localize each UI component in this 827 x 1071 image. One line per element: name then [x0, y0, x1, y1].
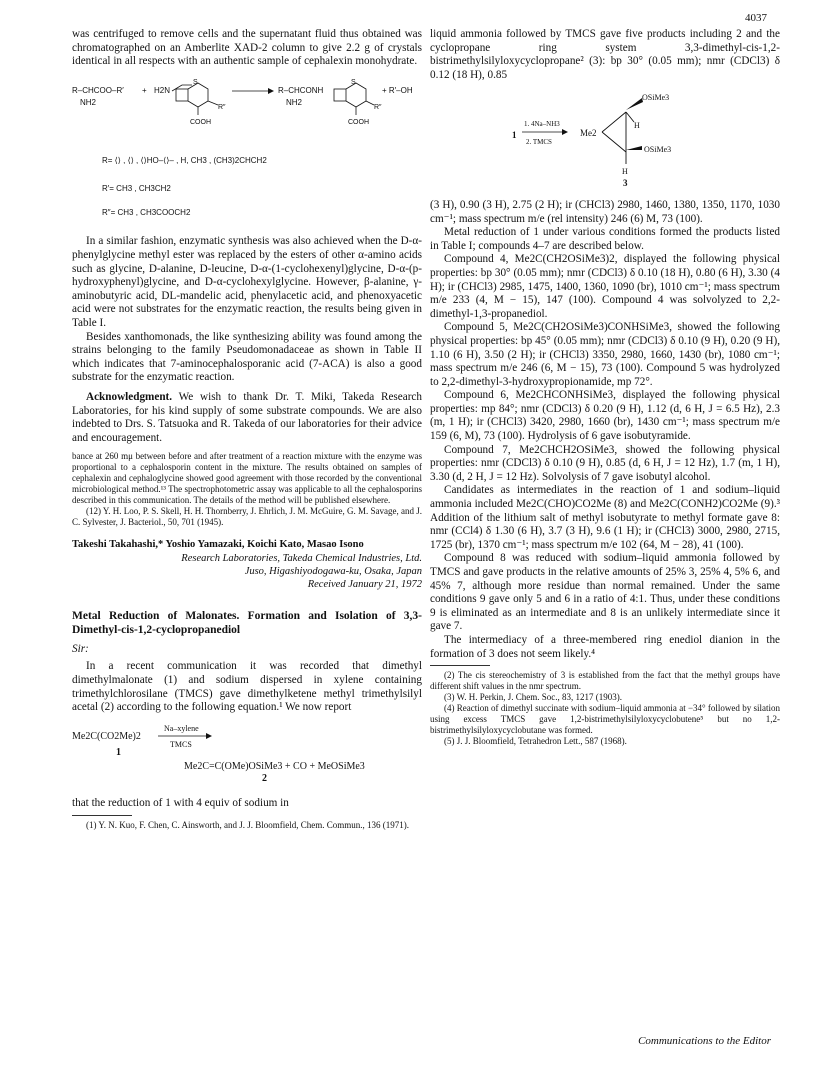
- footnote-a: bance at 260 mμ between before and after treatment of a reaction mixture with the enzyme was proportional to a cephalosporin content in the mixture. The results obtained on samples of cephalexin and cephaloglycine showed good agreement with those recorded by the conventional microbiological method.¹³ The spectrophotometric assay was applicable to all the cephalosporins described in this communication. The details of the method will be published elsewhere.: [72, 451, 422, 506]
- eq1-arrow-head: [206, 733, 212, 739]
- footnote-rule-left: [72, 815, 132, 816]
- scheme2-arrow-head: [562, 129, 568, 135]
- right-para-2: (3 H), 0.90 (3 H), 2.75 (2 H); ir (CHCl3) 2980, 1460, 1380, 1350, 1170, 1030 cm⁻¹; mass spectrum m/e (rel intensity) 246 (6) M, 73 (100).: [430, 198, 780, 225]
- reaction-scheme-svg: [72, 75, 422, 225]
- equation-1: [72, 721, 422, 792]
- r2-label-1: R″: [218, 103, 226, 111]
- arrow-head: [268, 88, 274, 94]
- eq1-right-num: 2: [262, 772, 267, 784]
- reactant-1-nh2: NH2: [80, 97, 97, 107]
- right-para-9: Compound 8 was reduced with sodium–liquid ammonia followed by TMCS and gave products in the relative amounts of 25% 3, 25% 4, 5% 6, and 45% 7, although more residue than normal remained. Under the same conditions 9 gave only 5 and 6 in a ratio of 4:1. Thus, under these conditions 9 is eliminated as an intermediate and 8 is an unlikely intermediate since it gave 7.: [430, 552, 780, 633]
- footnote-2: (2) The cis stereochemistry of 3 is established from the fact that the methyl groups have different shift values in the nmr spectrum.: [430, 670, 780, 692]
- cyclopropane-scheme: [430, 88, 780, 193]
- cyclopropane-svg: [430, 88, 780, 188]
- eq1-left: Me2C(CO2Me)2: [72, 730, 141, 742]
- affiliation-2: Juso, Higashiyodogawa-ku, Osaka, Japan: [244, 565, 422, 577]
- eq1-num: 1: [116, 746, 121, 758]
- osime3-top: OSiMe3: [642, 93, 670, 103]
- affiliation-1: Research Laboratories, Takeda Chemical Industries, Ltd.: [181, 552, 422, 564]
- salutation: Sir:: [72, 642, 89, 655]
- right-para-5: Compound 5, Me2C(CH2OSiMe3)CONHSiMe3, showed the following physical properties: bp 45° (0.05 mm); nmr (CDCl3) δ 0.10 (9 H), 0.20 (9 H), 1.10 (6 H), 3.50 (2 H); ir (CHCl3) 3350, 2980, 1660, 1430 (br), 1080 cm⁻¹; mass spectrum m/e 246 (6, M − 15), 73 (100). Compound 5 was hydrolyzed to 2,2-dimethyl-3-hydroxypropionamide, mp 72°.: [430, 321, 780, 388]
- page-footer: Communications to the Editor: [638, 1035, 771, 1047]
- right-para-8: Candidates as intermediates in the reaction of 1 and sodium–liquid ammonia included Me2C(CHO)CO2Me (8) and Me2C(CONH2)CO2Me (9).³ Addition of the lithium salt of methyl isobutyrate to methyl formate gave 8: nmr (CCl4) δ 1.30 (6 H), 3.7 (3 H), 9.6 (1 H); ir (CHCl3) 3000, 2980, 2715, 1725 (br), 1370 cm⁻¹; mass spectrum m/e 102 (64, M − 28), 41 (100).: [430, 484, 780, 551]
- wedge-bottom: [626, 146, 642, 150]
- cooh-label-2: COOH: [348, 118, 369, 126]
- product-1: R–CHCONH: [278, 85, 324, 95]
- ack-heading: Acknowledgment.: [86, 390, 173, 403]
- footnote-rule-right: [430, 665, 490, 666]
- sulfur-label-2: S: [351, 78, 356, 86]
- left-para-1: was centrifuged to remove cells and the supernatant fluid thus obtained was chromatographed on an Amberlite XAD-2 column to give 2.2 g of crystals identical in all respects with an authentic sample of cephalexin monohydrate.: [72, 28, 422, 68]
- scheme2-cond1: 1. 4Na–NH3: [524, 120, 560, 129]
- left-para-3: Besides xanthomonads, the like synthesizing ability was found among the strains belonging to the family Pseudomonadaceae as shown in Table II which indicates that 7-aminocephalosporanic acid (7-ACA) is also a good substrate for the enzymatic reaction.: [72, 330, 422, 384]
- right-para-1: liquid ammonia followed by TMCS gave five products including 2 and the cyclopropane ring system 3,3-dimethyl-cis-1,2-bistrimethylsilyloxycyclopropane² (3): bp 30° (0.05 mm); nmr (CDCl3) δ 0.12 (18 H), 0.85: [430, 28, 780, 81]
- ack-text: We wish to thank Dr. T. Miki, Takeda Research Laboratories, for his kind supply of some substrate compounds. We are also indebted to Drs. S. Tatsuoka and R. Takeda of our laboratories for their advice and encouragement.: [72, 390, 422, 444]
- footnote-4: (4) Reaction of dimethyl succinate with sodium–liquid ammonia at −34° followed by silation using excess TMCS gave 1,2-bistrimethylsilyloxycyclobutene⁵ but no 1,2-bistrimethylsilyloxycyclobutane was formed.: [430, 703, 780, 736]
- footnote-1: (1) Y. N. Kuo, F. Chen, C. Ainsworth, and J. J. Bloomfield, Chem. Commun., 136 (1971).: [86, 820, 410, 831]
- scheme2-cond2: 2. TMCS: [526, 138, 552, 147]
- authors: Takeshi Takahashi,* Yoshio Yamazaki, Koichi Kato, Masao Isono: [72, 539, 364, 551]
- reactant-1: R–CHCOO–R′: [72, 85, 124, 95]
- right-para-4: Compound 4, Me2C(CH2OSiMe3)2, displayed the following physical properties: bp 30° (0.05 mm); nmr (CDCl3) δ 0.10 (18 H), 0.80 (6 H), 3.30 (4 H); ir (CHCl3) 2985, 1475, 1400, 1360, 1090 (br), 1010 cm⁻¹; mass spectrum m/e 233 (4, M − 15), 147 (100). Compound 4 was solvolyzed to 2,2-dimethyl-1,3-propanediol.: [430, 253, 780, 320]
- scheme2-num: 3: [623, 178, 628, 189]
- left-column: [72, 28, 422, 831]
- footnote-12: (12) Y. H. Loo, P. S. Skell, H. H. Thornberry, J. Ehrlich, J. M. McGuire, G. M. Savage, and J. C. Sylvester, J. Bacteriol., 50, 701 (1945).: [72, 506, 422, 528]
- scheme2-me2: Me2: [580, 128, 597, 139]
- right-para-7: Compound 7, Me2CHCH2OSiMe3, showed the following physical properties: nmr (CDCl3) δ 0.10 (9 H), 0.85 (d, 6 H, J = 12 Hz), 1.7 (m, 1 H), 3.30 (d, 2 H, J = 12 Hz). Solvolysis of 7 gave isobutyl alcohol.: [430, 443, 780, 483]
- product-1-nh2: NH2: [286, 97, 303, 107]
- page-number: 4037: [745, 12, 767, 24]
- r2-label-2: R″: [374, 103, 382, 111]
- cooh-label-1: COOH: [190, 118, 211, 126]
- h-bottom: H: [622, 167, 628, 177]
- eq1-right: Me2C=C(OMe)OSiMe3 + CO + MeOSiMe3: [184, 760, 365, 772]
- eq1-cond-bot: TMCS: [170, 739, 192, 749]
- osime3-bottom: OSiMe3: [644, 145, 672, 155]
- sulfur-label-1: S: [193, 78, 198, 86]
- equation-1-svg: [72, 721, 422, 787]
- eq1-cond-top: Na–xylene: [164, 723, 199, 733]
- left-para-5: that the reduction of 1 with 4 equiv of sodium in: [72, 797, 289, 810]
- footnote-5: (5) J. J. Bloomfield, Tetrahedron Lett., 587 (1968).: [444, 736, 627, 747]
- beta-lactam-ring-1: [172, 83, 218, 115]
- article-title: Metal Reduction of Malonates. Formation and Isolation of 3,3-Dimethyl-cis-1,2-cyclopropanediol: [72, 609, 422, 636]
- received-date: Received January 21, 1972: [307, 578, 422, 590]
- h-top: H: [634, 121, 640, 131]
- wedge-top: [626, 98, 643, 110]
- acknowledgment: [72, 391, 422, 445]
- r-definition: R= ⟨⟩ , ⟨⟩ , ⟨⟩HO–⟨⟩– , H, CH3 , (CH3)2CHCH2: [102, 155, 267, 165]
- r2-definition: R″= CH3 , CH3COOCH2: [102, 207, 191, 217]
- byproduct: + R′–OH: [382, 85, 413, 95]
- cyclopropane-ring: [602, 112, 634, 164]
- left-para-2: In a similar fashion, enzymatic synthesis was also achieved when the D-α-phenylglycine methyl ester was replaced by the esters of other α-amino acids such as glycine, D-alanine, D-leucine, D-α-(1-cyclohexenyl)glycine, D-α-(p-hydroxyphenyl)glycine, and D-α-cyclohexylglycine. However, β-alanine, γ-aminobutyric acid, DL-mandelic acid, phenylacetic acid, and phenoxyacetic acid were not substrates for the enzymatic reaction, the results being given in Table I.: [72, 235, 422, 329]
- cephalexin-scheme: [72, 75, 422, 230]
- right-para-3: Metal reduction of 1 under various conditions formed the products listed in Table I; compounds 4–7 are described below.: [430, 226, 780, 252]
- footnote-3: (3) W. H. Perkin, J. Chem. Soc., 83, 1217 (1903).: [444, 692, 622, 703]
- right-para-10: The intermediacy of a three-membered ring enediol dianion in the formation of 3 does not seem likely.⁴: [430, 633, 780, 660]
- plus-sign: +: [142, 85, 147, 95]
- reactant-2: H2N: [154, 85, 171, 95]
- r1-definition: R′= CH3 , CH3CH2: [102, 183, 171, 193]
- scheme2-start: 1: [512, 130, 517, 141]
- right-column: [430, 28, 780, 747]
- right-para-6: Compound 6, Me2CHCONHSiMe3, displayed the following physical properties: mp 84°; nmr (CDCl3) δ 0.20 (9 H), 1.12 (d, 6 H, J = 6.5 Hz), 2.3 (m, 1 H); ir (CHCl3) 3420, 2980, 1660 (br), 1430 cm⁻¹; mass spectrum m/e 159 (6, M), 73 (100). Hydrolysis of 6 gave isobutyramide.: [430, 389, 780, 443]
- beta-lactam-ring-2: [334, 83, 374, 115]
- left-para-4: In a recent communication it was recorded that dimethyl dimethylmalonate (1) and sodium dispersed in xylene containing trimethylchlorosilane (TMCS) gave dimethylketene methyl trimethylsilyl acetal (2) according to the following equation.¹ We now report: [72, 660, 422, 714]
